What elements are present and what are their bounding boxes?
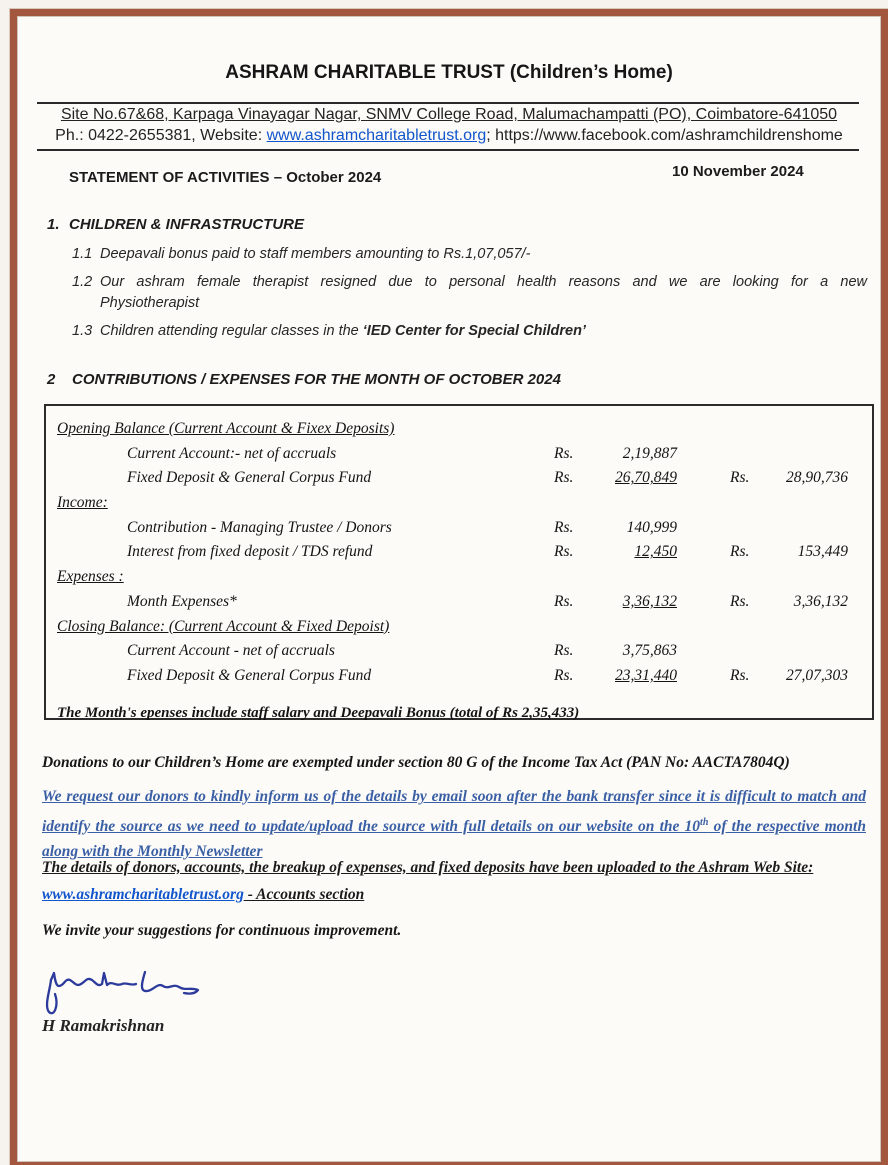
request-text-part2: of the respective month along with the Monthly Newsletter bbox=[42, 817, 866, 861]
list-item bbox=[72, 321, 867, 342]
row-label: Month Expenses* bbox=[127, 592, 237, 610]
statement-title: STATEMENT OF ACTIVITIES – October 2024 bbox=[69, 169, 382, 186]
page-title: ASHRAM CHARITABLE TRUST (Children’s Home) bbox=[225, 62, 673, 83]
financial-statement-table bbox=[44, 404, 874, 720]
currency-label: Rs. bbox=[730, 543, 750, 561]
list-item bbox=[72, 244, 867, 265]
section1-number: 1. bbox=[47, 216, 60, 233]
suggestions-text: We invite your suggestions for continuous improvement. bbox=[42, 922, 402, 939]
section2-title: CONTRIBUTIONS / EXPENSES FOR THE MONTH OF OCTOBER 2024 bbox=[72, 371, 561, 388]
amount-total: 3,36,132 bbox=[793, 592, 848, 610]
document-border-frame bbox=[10, 9, 888, 1165]
item-number: 1.2 bbox=[72, 274, 93, 290]
amount-value: 3,75,863 bbox=[622, 642, 677, 660]
amount-total: 153,449 bbox=[797, 543, 848, 561]
currency-label: Rs. bbox=[554, 642, 574, 660]
table-row bbox=[46, 639, 872, 664]
section1-items bbox=[72, 244, 867, 349]
amount-value: 2,19,887 bbox=[622, 444, 677, 462]
details-text-after: - Accounts section bbox=[243, 886, 365, 903]
row-label: Contribution - Managing Trustee / Donors bbox=[127, 518, 392, 536]
table-row bbox=[46, 516, 872, 541]
currency-label: Rs. bbox=[554, 666, 574, 684]
item-text bbox=[100, 321, 867, 342]
item-text-plain: Children attending regular classes in the bbox=[100, 323, 363, 339]
currency-label: Rs. bbox=[730, 469, 750, 487]
ordinal-superscript: th bbox=[700, 816, 709, 828]
amount-value: 23,31,440 bbox=[615, 666, 677, 684]
item-text-line1: Our ashram female therapist resigned due to personal health reasons and we are looking for a new bbox=[100, 274, 867, 290]
currency-label: Rs. bbox=[554, 444, 574, 462]
row-label: Current Account:- net of accruals bbox=[127, 444, 337, 462]
section2-number: 2 bbox=[47, 371, 56, 388]
amount-value: 12,450 bbox=[634, 543, 677, 561]
header-divider-bottom bbox=[37, 149, 859, 151]
donor-request-text bbox=[42, 784, 866, 865]
details-uploaded-text bbox=[42, 854, 866, 908]
section2-heading bbox=[47, 371, 561, 388]
item-text-line2: Physiotherapist bbox=[100, 295, 200, 311]
table-row bbox=[46, 417, 872, 442]
table-footnote: The Month's epenses include staff salary and Deepavali Bonus (total of Rs 2,35,433) bbox=[57, 704, 580, 721]
table-row bbox=[46, 590, 872, 615]
document-date: 10 November 2024 bbox=[672, 163, 804, 180]
amount-value: 26,70,849 bbox=[615, 469, 677, 487]
row-label: Opening Balance (Current Account & Fixex Deposits) bbox=[57, 420, 395, 437]
table-row bbox=[46, 565, 872, 590]
table-row bbox=[46, 615, 872, 640]
currency-label: Rs. bbox=[554, 518, 574, 536]
item-text bbox=[100, 272, 867, 314]
item-text-bold: ‘IED Center for Special Children’ bbox=[362, 323, 586, 339]
item-number: 1.1 bbox=[72, 246, 93, 262]
row-label: Fixed Deposit & General Corpus Fund bbox=[127, 469, 372, 487]
amount-total: 28,90,736 bbox=[786, 469, 848, 487]
details-text: The details of donors, accounts, the breakup of expenses, and fixed deposits have been uploaded to the Ashram Web Site: bbox=[42, 859, 814, 876]
table-row bbox=[46, 491, 872, 516]
table-row bbox=[46, 466, 872, 491]
section1-title: CHILDREN & INFRASTRUCTURE bbox=[69, 216, 304, 233]
header-divider-top bbox=[37, 102, 859, 104]
row-label: Closing Balance: (Current Account & Fixed Depoist) bbox=[57, 617, 390, 635]
accounts-section-link[interactable]: www.ashramcharitabletrust.org bbox=[42, 886, 244, 903]
donation-exemption-text: Donations to our Children’s Home are exempted under section 80 G of the Income Tax Act (PAN No: AACTA7804Q) bbox=[42, 754, 790, 771]
contact-line bbox=[17, 127, 881, 145]
facebook-text: ; https://www.facebook.com/ashramchildrenshome bbox=[486, 127, 843, 144]
amount-value: 140,999 bbox=[626, 518, 677, 536]
request-text-part1: We request our donors to kindly inform us of the details by email soon after the bank transfer since it is difficult to match and identify the source as we need to update/upload the source with full details on our website on the 10 bbox=[42, 788, 866, 835]
row-label: Expenses : bbox=[57, 568, 124, 586]
amount-total: 27,07,303 bbox=[786, 666, 848, 684]
phone-text: Ph.: 0422-2655381, Website: bbox=[55, 127, 267, 144]
amount-value: 3,36,132 bbox=[622, 592, 677, 610]
currency-label: Rs. bbox=[730, 666, 750, 684]
item-text: Deepavali bonus paid to staff members amounting to Rs.1,07,057/- bbox=[100, 246, 531, 262]
row-label: Income: bbox=[57, 494, 108, 512]
currency-label: Rs. bbox=[554, 469, 574, 487]
signatory-name: H Ramakrishnan bbox=[42, 1016, 165, 1035]
currency-label: Rs. bbox=[730, 592, 750, 610]
list-item bbox=[72, 272, 867, 314]
website-link[interactable]: www.ashramcharitabletrust.org bbox=[266, 127, 487, 144]
currency-label: Rs. bbox=[554, 592, 574, 610]
row-label: Fixed Deposit & General Corpus Fund bbox=[127, 666, 372, 684]
currency-label: Rs. bbox=[554, 543, 574, 561]
address-line: Site No.67&68, Karpaga Vinayagar Nagar, SNMV College Road, Malumachampatti (PO), Coimbatore-641050 bbox=[60, 106, 838, 123]
row-label: Current Account - net of accruals bbox=[127, 642, 335, 660]
table-row bbox=[46, 540, 872, 565]
table-row bbox=[46, 442, 872, 467]
item-number: 1.3 bbox=[72, 323, 93, 339]
table-row bbox=[46, 664, 872, 689]
section1-heading bbox=[47, 216, 304, 233]
row-label: Interest from fixed deposit / TDS refund bbox=[127, 543, 373, 561]
